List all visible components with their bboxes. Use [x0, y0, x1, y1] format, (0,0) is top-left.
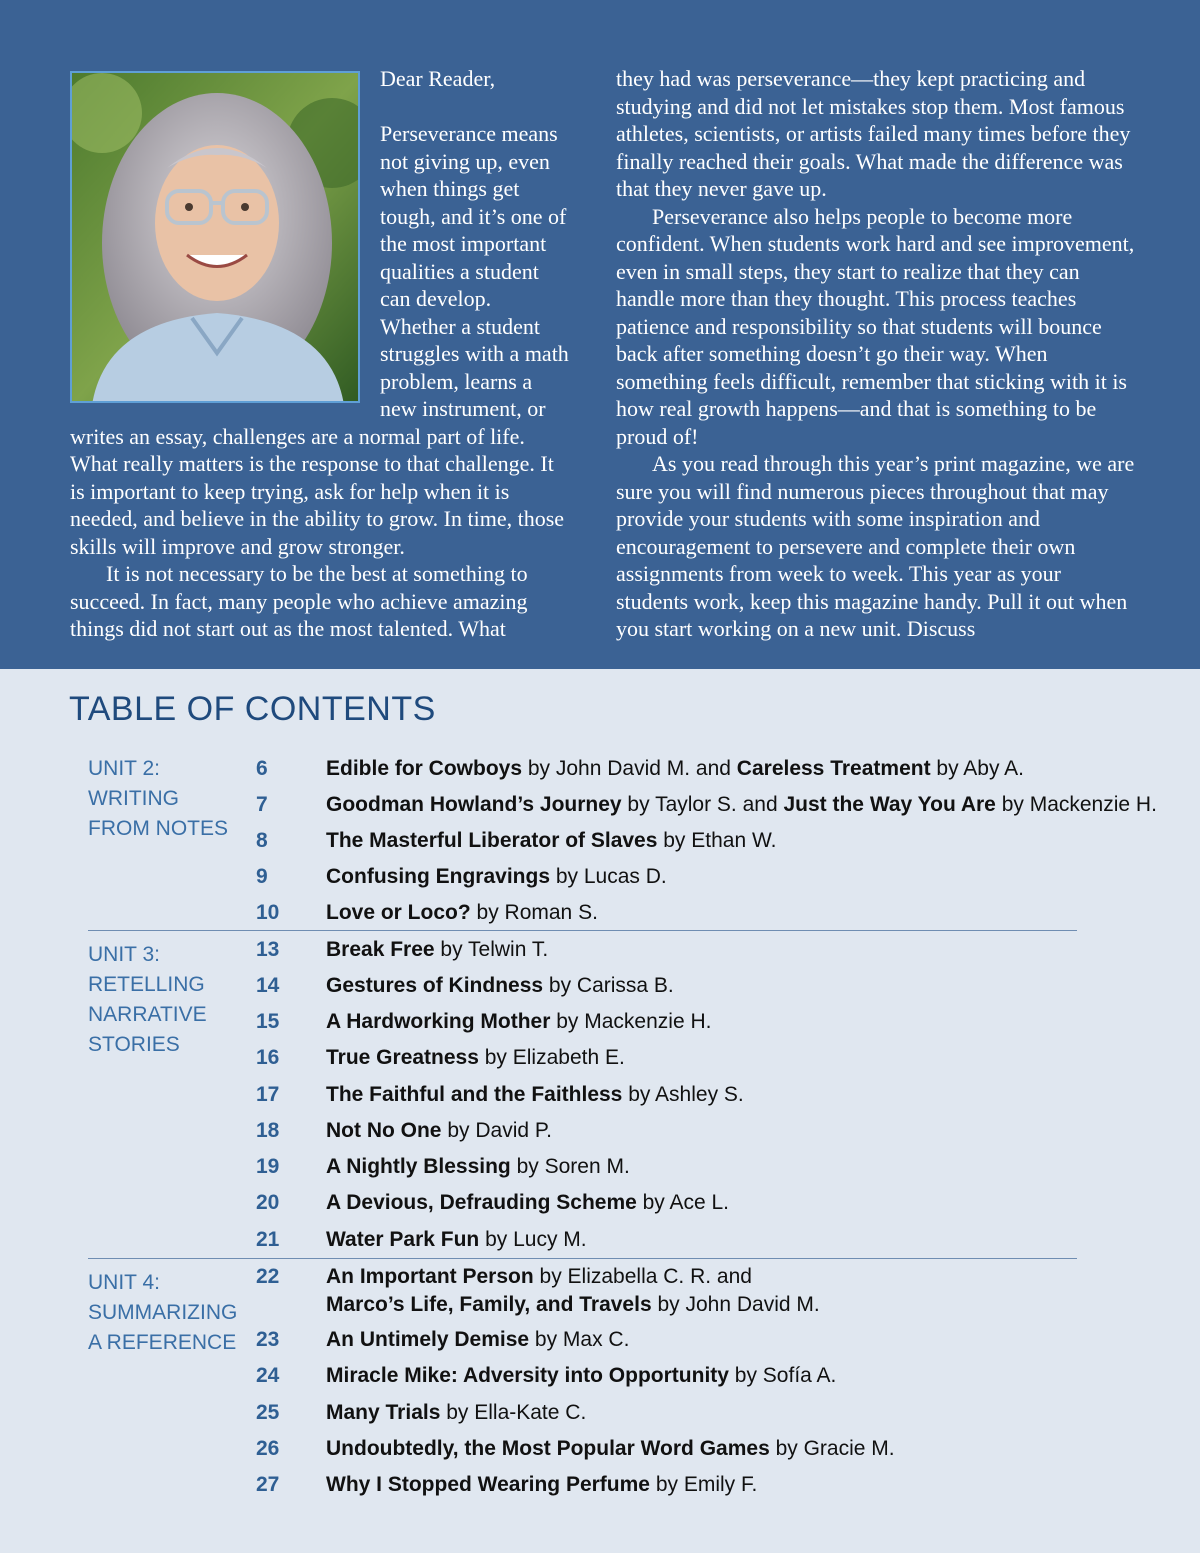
article-title: Confusing Engravings [326, 865, 551, 888]
article-author: by Mackenzie H. [550, 1010, 712, 1033]
article-author: by David P. [441, 1119, 553, 1142]
unit-line: WRITING [88, 787, 179, 810]
article-author: by Aby A. [930, 757, 1024, 780]
article-author: by Taylor S. and [621, 793, 784, 816]
article-author: by Ashley S. [622, 1083, 744, 1106]
page-number: 7 [256, 793, 268, 816]
page-number: 25 [256, 1401, 280, 1424]
unit-line: FROM NOTES [88, 817, 228, 840]
article-author: by Sofía A. [728, 1364, 837, 1387]
article-title: Goodman Howland’s Journey [326, 793, 622, 816]
article-title: Why I Stopped Wearing Perfume [326, 1473, 650, 1496]
unit-divider [88, 1258, 1077, 1259]
article-author: by Elizabeth E. [478, 1046, 625, 1069]
article-author: by Telwin T. [434, 938, 549, 961]
page-number: 14 [256, 974, 280, 997]
page-number: 10 [256, 901, 280, 924]
page-number: 27 [256, 1473, 280, 1496]
article-author: by Roman S. [470, 901, 598, 924]
page-number: 22 [256, 1265, 280, 1288]
article-author: by Ace L. [636, 1191, 730, 1214]
page-number: 6 [256, 757, 268, 780]
article-title: An Important Person [326, 1265, 534, 1288]
unit-line: RETELLING [88, 973, 205, 996]
letter-paragraph: It is not necessary to be the best at something to succeed. In fact, many people who achieve amazing things did not start out as the most talented. What [70, 561, 528, 641]
article-title: The Faithful and the Faithless [326, 1083, 623, 1106]
article-author: by Ethan W. [657, 829, 777, 852]
page-number: 17 [256, 1083, 280, 1106]
page-number: 20 [256, 1191, 280, 1214]
article-author: by Mackenzie H. [995, 793, 1157, 816]
unit-label [88, 754, 248, 844]
letter-section [0, 0, 1200, 669]
letter-paragraph: As you read through this year’s print magazine, we are sure you will find numerous pieces throughout that may provide your students with some inspiration and encouragement to persevere and complete their own assignments from week to week. This year as your students work, keep this magazine handy. Pull it out when you start working on a new unit. Discuss [616, 451, 1135, 641]
unit-line: UNIT 4: [88, 1271, 160, 1294]
page-number: 26 [256, 1437, 280, 1460]
unit-divider [88, 930, 1077, 931]
unit-line: NARRATIVE [88, 1003, 207, 1026]
article-title: The Masterful Liberator of Slaves [326, 829, 658, 852]
article-author: by John David M. [651, 1293, 820, 1316]
article-title: Many Trials [326, 1401, 441, 1424]
article-author: by Carissa B. [543, 974, 674, 997]
article-title: Water Park Fun [326, 1228, 480, 1251]
article-title: Undoubtedly, the Most Popular Word Games [326, 1437, 770, 1460]
article-author: by Soren M. [510, 1155, 630, 1178]
unit-line: SUMMARIZING [88, 1301, 238, 1324]
greeting: Dear Reader, [380, 66, 496, 91]
article-title: Gestures of Kindness [326, 974, 544, 997]
article-title: Edible for Cowboys [326, 757, 523, 780]
toc-title: TABLE OF CONTENTS [69, 690, 436, 728]
article-title: A Devious, Defrauding Scheme [326, 1191, 637, 1214]
page-number: 18 [256, 1119, 280, 1142]
article-title: A Hardworking Mother [326, 1010, 551, 1033]
article-title: Break Free [326, 938, 435, 961]
letter-left-column [70, 65, 570, 643]
article-title: True Greatness [326, 1046, 479, 1069]
photo-float-space [70, 65, 380, 421]
page-number: 13 [256, 938, 280, 961]
article-title: Miracle Mike: Adversity into Opportunity [326, 1364, 729, 1387]
page-number: 23 [256, 1328, 280, 1351]
letter-right-column [616, 65, 1136, 643]
page-number: 24 [256, 1364, 280, 1387]
unit-label [88, 1268, 248, 1358]
article-author: by Ella-Kate C. [440, 1401, 587, 1424]
letter-paragraph: Perseverance also helps people to become more confident. When students work hard and see improvement, even in small steps, they start to realize that they can handle more than they thought. This process teaches patience and responsibility so that students will bounce back after something doesn’t go their way. When something feels difficult, remember that sticking with it is how real growth happens—and that is something to be proud of! [616, 203, 1135, 449]
article-author: by Elizabella C. R. and [533, 1265, 752, 1288]
article-author: by Gracie M. [769, 1437, 895, 1460]
page-number: 16 [256, 1046, 280, 1069]
page-number: 21 [256, 1228, 280, 1251]
article-title: Love or Loco? [326, 901, 471, 924]
unit-line: STORIES [88, 1033, 180, 1056]
unit-line: UNIT 2: [88, 757, 160, 780]
article-title: Not No One [326, 1119, 442, 1142]
page-number: 19 [256, 1155, 280, 1178]
article-author: by John David M. and [522, 757, 737, 780]
page-number: 8 [256, 829, 268, 852]
unit-line: UNIT 3: [88, 943, 160, 966]
article-author: by Lucy M. [479, 1228, 587, 1251]
unit-label [88, 940, 248, 1060]
article-title: Just the Way You Are [783, 793, 996, 816]
article-title: Marco’s Life, Family, and Travels [326, 1293, 652, 1316]
page-number: 9 [256, 865, 268, 888]
page-number: 15 [256, 1010, 280, 1033]
article-title: An Untimely Demise [326, 1328, 530, 1351]
letter-paragraph: Perseverance means not giving up, even when things get tough, and it’s one of the most important qualities a student can develop. Whether a student struggles with a math problem, learns a new instrument, or writes an essay, challenges are a normal part of life. What really matters is the response to that challenge. It is important to keep trying, ask for help when it is needed, and believe in the ability to grow. In time, those skills will improve and grow stronger. [70, 121, 569, 559]
letter-paragraph: they had was perseverance—they kept practicing and studying and did not let mistakes stop them. Most famous athletes, scientists, or artists failed many times before they finally reached their goals. What made the difference was that they never gave up. [616, 66, 1131, 201]
article-title: Careless Treatment [736, 757, 931, 780]
unit-line: A REFERENCE [88, 1331, 237, 1354]
article-title: A Nightly Blessing [326, 1155, 511, 1178]
article-author: by Lucas D. [550, 865, 667, 888]
article-author: by Max C. [529, 1328, 630, 1351]
article-author: by Emily F. [649, 1473, 758, 1496]
